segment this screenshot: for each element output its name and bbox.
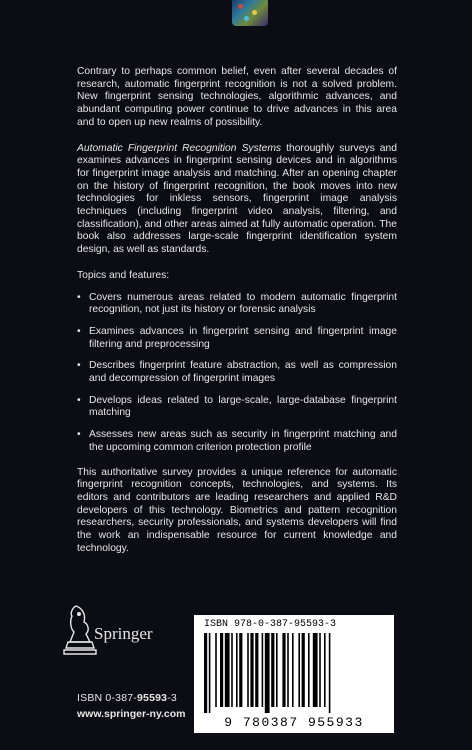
barcode-panel: [194, 615, 394, 733]
closing-paragraph: This authoritative survey provides a unique reference for automatic fingerprint recognition concepts, technologies, and systems. Its editors and contributors are leading researchers and applied R&D developers of this technology. Biometrics and pattern recognition researchers, security professionals, and systems developers will find the work an indispensable resource for current knowledge and technology.: [77, 466, 397, 554]
topic-item: • Assesses new areas such as security in fingerprint matching and the upcoming common criterion protection profile: [77, 429, 397, 453]
website-link[interactable]: www.springer-ny.com: [77, 708, 186, 720]
cover-art-fragment: [232, 0, 268, 26]
barcode-isbn: ISBN 978-0-387-95593-3: [204, 619, 337, 630]
barcode-number: 9 780387 955933: [224, 715, 364, 730]
summary-paragraph: [77, 143, 397, 257]
publisher-name: Springer: [94, 624, 153, 643]
bullet-icon: •: [77, 429, 81, 441]
bullet-icon: •: [77, 325, 81, 337]
topics-list: [77, 292, 397, 455]
isbn-label: ISBN 0-387-95593-3: [77, 692, 177, 704]
barcode-icon: [200, 633, 388, 713]
topics-heading: Topics and features:: [77, 269, 170, 281]
summary-text: thoroughly surveys and examines advances in fingerprint sensing devices and in algorithms for fingerprint image analysis and matching. After an opening chapter on the history of fingerprint recognition, the book moves into new technologies for inkless sensors, fingerprint image analysis techniques (including fingerprint video analysis, filtering, and classification), and other areas aimed at fully automatic operation. The book also addresses large-scale fingerprint identification system design, as well as standards.: [77, 142, 397, 256]
topic-item: • Examines advances in fingerprint sensing and fingerprint image filtering and preprocessing: [77, 325, 397, 350]
book-title: Automatic Fingerprint Recognition Systems: [77, 142, 282, 154]
back-cover-text: [77, 66, 397, 569]
topic-item: • Develops ideas related to large-scale, large-database fingerprint matching: [77, 394, 397, 419]
topic-item: • Describes fingerprint feature abstraction, as well as compression and decompression of fingerprint images: [77, 360, 397, 385]
bullet-icon: •: [77, 291, 81, 303]
intro-paragraph: Contrary to perhaps common belief, even after several decades of research, automatic fingerprint recognition is not a solved problem. New fingerprint sensing technologies, algorithmic advances, and abundant computing power continue to drive advances in this area and to open up new realms of possibility.: [77, 66, 397, 128]
bullet-icon: •: [77, 394, 81, 406]
topic-item: • Covers numerous areas related to modern automatic fingerprint recognition, not just its history or forensic analysis: [77, 291, 397, 316]
bullet-icon: •: [77, 360, 81, 372]
